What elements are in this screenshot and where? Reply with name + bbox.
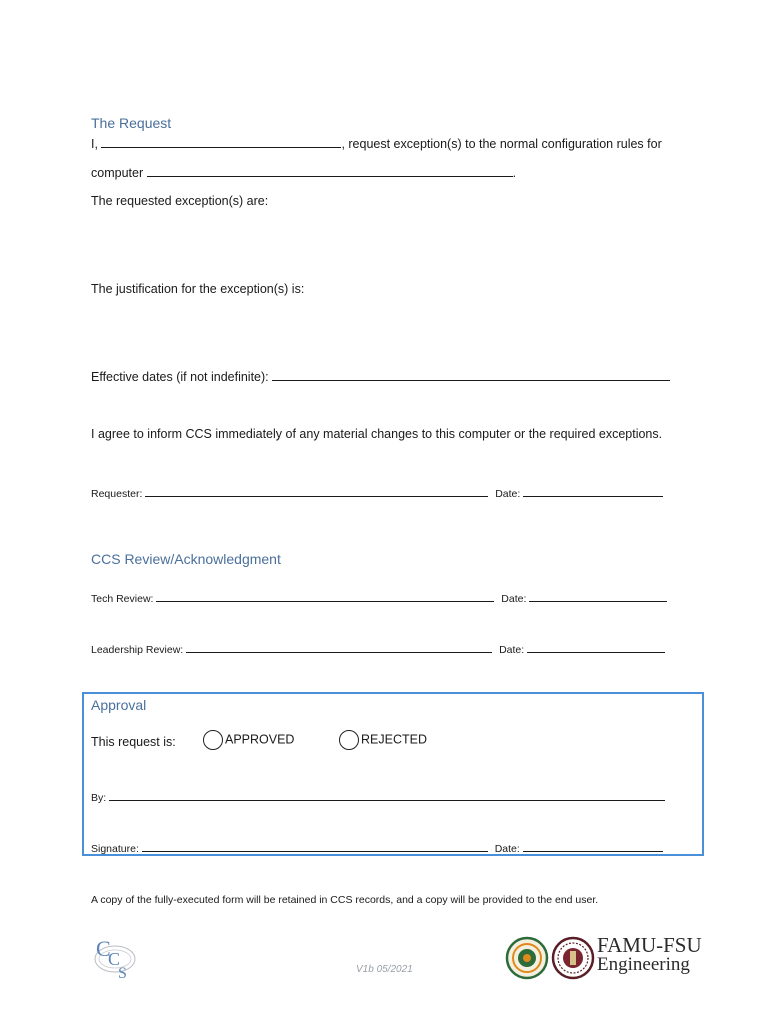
leadership-review-label: Leadership Review: [91, 644, 184, 656]
exceptions-field[interactable] [91, 214, 681, 270]
request-heading: The Request [91, 115, 172, 131]
leadership-review-date-label: Date: [499, 644, 525, 656]
tech-review-line [91, 590, 667, 605]
leadership-review-date-field[interactable] [527, 641, 665, 653]
requester-label: Requester: [91, 488, 143, 500]
by-field[interactable] [109, 789, 665, 801]
approved-option[interactable] [203, 730, 294, 750]
tech-review-date-label: Date: [501, 593, 527, 605]
tech-review-date-field[interactable] [529, 590, 667, 602]
leadership-review-field[interactable] [186, 641, 492, 653]
wordmark-line2: Engineering [597, 954, 690, 975]
approval-box [82, 692, 704, 856]
approved-radio[interactable] [203, 730, 223, 750]
famu-fsu-wordmark [597, 935, 702, 975]
requester-name-line [91, 136, 662, 151]
retention-note: A copy of the fully-executed form will be retained in CCS records, and a copy will be provided to the end user. [91, 894, 599, 906]
requester-name-field[interactable] [101, 136, 341, 148]
rejected-label: REJECTED [361, 732, 427, 747]
tech-review-field[interactable] [156, 590, 494, 602]
signature-date-field[interactable] [523, 840, 663, 852]
requester-field[interactable] [145, 485, 488, 497]
signature-date-label: Date: [494, 843, 520, 855]
computer-line [91, 165, 516, 180]
effective-dates-field[interactable] [272, 369, 670, 381]
by-line [91, 789, 665, 804]
fsu-seal-icon [551, 936, 595, 980]
leadership-review-line [91, 641, 665, 656]
agreement-text: I agree to inform CCS immediately of any material changes to this computer or the required exceptions. [91, 427, 663, 441]
rejected-radio[interactable] [339, 730, 359, 750]
signature-label: Signature: [91, 843, 139, 855]
line1-prefix: I, [91, 137, 98, 151]
requester-date-label: Date: [495, 488, 521, 500]
status-label: This request is: [91, 735, 176, 749]
review-heading: CCS Review/Acknowledgment [91, 551, 281, 567]
version-label: V1b 05/2021 [356, 964, 413, 975]
effective-dates-line [91, 369, 670, 384]
rejected-option[interactable] [339, 730, 427, 750]
exceptions-label: The requested exception(s) are: [91, 194, 269, 208]
effective-dates-label: Effective dates (if not indefinite): [91, 370, 269, 384]
tech-review-label: Tech Review: [91, 593, 154, 605]
line1-suffix: , request exception(s) to the normal configuration rules for [341, 137, 662, 151]
justification-field[interactable] [91, 302, 681, 358]
line2-suffix: . [512, 166, 517, 180]
approved-label: APPROVED [225, 732, 295, 747]
famu-seal-icon [505, 936, 549, 980]
by-label: By: [91, 792, 107, 804]
line2-prefix: computer [91, 166, 144, 180]
requester-date-field[interactable] [523, 485, 663, 497]
signature-line [91, 840, 663, 855]
ccs-logo [90, 932, 140, 982]
svg-text:C: C [108, 949, 121, 969]
svg-text:C: C [96, 936, 111, 961]
signature-field[interactable] [142, 840, 488, 852]
requester-line [91, 485, 663, 500]
computer-field[interactable] [147, 165, 513, 177]
justification-label: The justification for the exception(s) is: [91, 282, 305, 296]
wordmark-line1: FAMU-FSU [597, 933, 702, 957]
svg-text:S: S [118, 965, 127, 982]
approval-heading: Approval [91, 697, 147, 713]
